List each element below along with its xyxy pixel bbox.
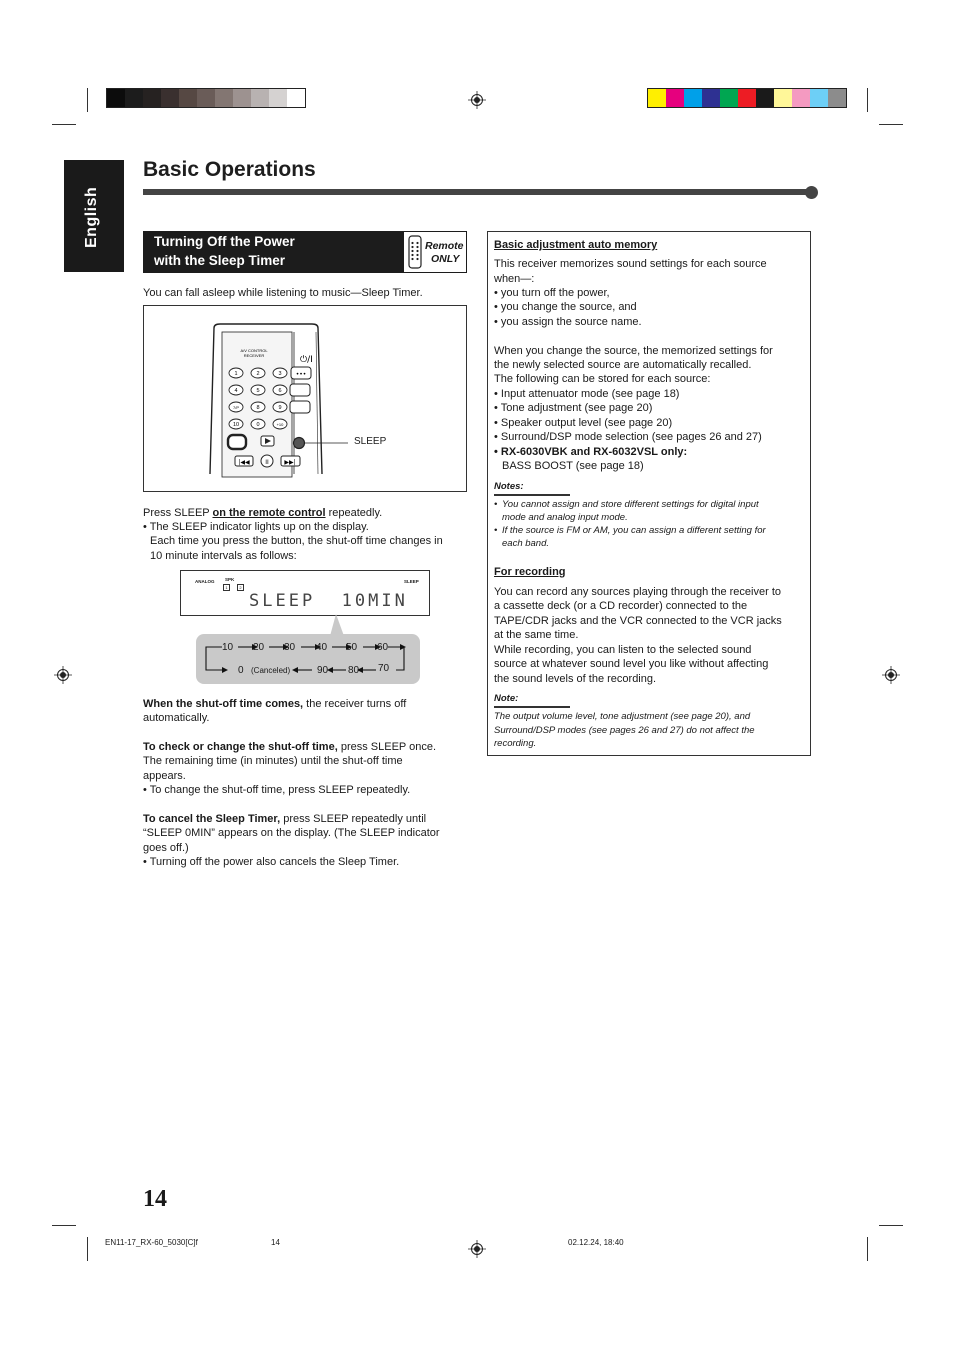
display-spk1-box: 1 — [223, 584, 230, 591]
color-swatch — [125, 89, 143, 107]
memory-line: When you change the source, the memorized settings for — [494, 345, 773, 357]
cycle-step-30: 30 — [284, 642, 296, 653]
color-swatch — [738, 89, 756, 107]
language-label: English — [83, 186, 100, 248]
color-swatch — [666, 89, 684, 107]
notes-heading: Notes: — [494, 481, 524, 492]
remote-key-label: 6 — [278, 388, 282, 394]
remote-key-label: 9 — [278, 405, 282, 411]
remote-control-emphasis: on the remote control — [212, 507, 326, 519]
color-swatch — [107, 89, 125, 107]
remote-key-label: 2 — [256, 371, 260, 377]
note-heading: Note: — [494, 693, 519, 704]
sleep-interval-cycle — [196, 634, 420, 684]
display-spk-indicator: SPK — [225, 577, 235, 582]
remote-only-badge — [403, 231, 467, 273]
color-swatch — [197, 89, 215, 107]
remote-key-label: 4 — [234, 388, 238, 394]
recording-heading: For recording — [494, 566, 566, 578]
color-swatch — [287, 89, 305, 107]
memory-line: • Input attenuator mode (see page 18) — [494, 388, 680, 400]
check-paragraph: To check or change the shut-off time, press SLEEP once. — [143, 741, 437, 753]
svg-text:•••: ••• — [295, 371, 307, 378]
cancel-bullet: • Turning off the power also cancels the Sleep Timer. — [143, 856, 400, 868]
cycle-step-40: 40 — [316, 642, 328, 653]
badge-line2: ONLY — [431, 253, 460, 265]
bullet-indicator: • The SLEEP indicator lights up on the display. — [143, 521, 369, 533]
shutoff-line2: automatically. — [143, 712, 210, 724]
bass-boost-line: BASS BOOST (see page 18) — [502, 460, 644, 472]
remote-key-label: 1 — [234, 371, 238, 377]
memory-heading: Basic adjustment auto memory — [494, 239, 658, 251]
crop-mark — [867, 1237, 868, 1261]
note-bullet: • — [494, 499, 498, 510]
page-number: 14 — [143, 1186, 167, 1212]
memory-line: • you assign the source name. — [494, 316, 642, 328]
cycle-step-70: 70 — [378, 663, 390, 674]
color-swatch — [702, 89, 720, 107]
cmyk-color-bar — [647, 88, 847, 108]
recording-line: source at whatever sound level you like without affecting — [494, 658, 769, 670]
remote-key-label: 0 — [256, 422, 260, 428]
svg-text:II: II — [265, 459, 269, 466]
cycle-step-80: 80 — [348, 665, 360, 676]
badge-line1: Remote — [425, 240, 464, 252]
power-icon: ⏻/I — [300, 355, 313, 365]
shutoff-paragraph: When the shut-off time comes, the receiver turns off — [143, 698, 407, 710]
crop-mark — [52, 1225, 76, 1226]
language-tab — [64, 160, 124, 272]
check-line3: appears. — [143, 770, 186, 782]
remote-key-label: 8 — [256, 405, 260, 411]
section-heading-line2: with the Sleep Timer — [154, 253, 286, 268]
cycle-step-0: 0 — [238, 665, 244, 676]
color-swatch — [648, 89, 666, 107]
color-swatch — [251, 89, 269, 107]
title-rule — [143, 189, 811, 195]
color-swatch — [161, 89, 179, 107]
receiver-display — [180, 570, 430, 616]
display-analog-indicator: ANALOG — [195, 579, 215, 584]
crop-mark — [867, 88, 868, 112]
cycle-canceled-label: (Canceled) — [251, 666, 291, 675]
note-line: each band. — [502, 538, 550, 549]
page-title: Basic Operations — [143, 158, 316, 181]
memory-line: This receiver memorizes sound settings for each source — [494, 258, 767, 270]
remote-illustration — [143, 305, 467, 492]
color-swatch — [792, 89, 810, 107]
recording-line: While recording, you can listen to the selected sound — [494, 644, 752, 656]
footer-page: 14 — [271, 1238, 280, 1247]
cancel-line2: “SLEEP 0MIN” appears on the display. (The SLEEP indicator — [143, 827, 440, 839]
color-swatch — [179, 89, 197, 107]
each-time-line2: 10 minute intervals as follows: — [150, 550, 297, 562]
memory-line: • Tone adjustment (see page 20) — [494, 402, 653, 414]
remote-header-label: A/V CONTROL — [240, 348, 268, 353]
info-box — [487, 231, 811, 756]
models-note: • RX-6030VBK and RX-6032VSL only: — [494, 446, 688, 458]
memory-line: The following can be stored for each source: — [494, 373, 711, 385]
display-pointer — [330, 614, 346, 636]
footer-filename: EN11-17_RX-60_5030[C]f — [105, 1238, 198, 1247]
remote-key-label: 3 — [278, 371, 282, 377]
color-swatch — [269, 89, 287, 107]
cycle-step-50: 50 — [346, 642, 358, 653]
cycle-step-10: 10 — [222, 642, 234, 653]
crop-mark — [879, 1225, 903, 1226]
svg-text:▶▶|: ▶▶| — [284, 459, 296, 466]
check-bullet: • To change the shut-off time, press SLEEP repeatedly. — [143, 784, 411, 796]
crop-mark — [879, 124, 903, 125]
notes-rule — [494, 494, 570, 496]
remote-control-drawing — [144, 306, 466, 491]
cancel-line3: goes off.) — [143, 842, 189, 854]
press-sleep-instruction: Press SLEEP on the remote control repeatedly. — [143, 507, 383, 519]
cycle-step-60: 60 — [377, 642, 389, 653]
color-swatch — [233, 89, 251, 107]
recording-line: You can record any sources playing through the receiver to — [494, 586, 781, 598]
footer-timestamp: 02.12.24, 18:40 — [568, 1238, 624, 1247]
recording-line: TAPE/CDR jacks and the VCR connected to the VCR jacks — [494, 615, 782, 627]
each-time-line1: Each time you press the button, the shut-off time changes in — [150, 535, 443, 547]
remote-key-label: 5 — [256, 388, 260, 394]
crop-mark — [52, 124, 76, 125]
color-swatch — [774, 89, 792, 107]
title-rule-dot — [805, 186, 818, 199]
remote-key-label: 10 — [232, 422, 240, 428]
cycle-step-20: 20 — [253, 642, 265, 653]
remote-key-label: 7/P — [232, 405, 240, 410]
check-line2: The remaining time (in minutes) until the shut-off time — [143, 755, 403, 767]
sleep-callout-label: SLEEP — [354, 436, 387, 447]
color-swatch — [143, 89, 161, 107]
memory-line: • Speaker output level (see page 20) — [494, 417, 673, 429]
section-heading-line1: Turning Off the Power — [154, 234, 295, 249]
color-swatch — [684, 89, 702, 107]
grayscale-color-bar — [106, 88, 306, 108]
registration-mark-icon — [468, 1240, 486, 1258]
note-line: You cannot assign and store different settings for digital input — [502, 499, 759, 510]
note-line: mode and analog input mode. — [502, 512, 628, 523]
crop-mark — [87, 88, 88, 112]
registration-mark-icon — [54, 666, 72, 684]
remote-key-label: +10 — [276, 422, 284, 427]
note-bullet: • — [494, 525, 498, 536]
crop-mark — [87, 1237, 88, 1261]
color-swatch — [828, 89, 846, 107]
memory-line: • you change the source, and — [494, 301, 637, 313]
note-line: The output volume level, tone adjustment (see page 20), and — [494, 711, 751, 722]
intro-text: You can fall asleep while listening to music—Sleep Timer. — [143, 287, 423, 299]
note-line: recording. — [494, 738, 537, 749]
recording-line: the sound levels of the recording. — [494, 673, 657, 685]
recording-line: a cassette deck (or a CD recorder) connected to the — [494, 600, 748, 612]
display-sleep-indicator: SLEEP — [404, 579, 419, 584]
recording-line: at the same time. — [494, 629, 579, 641]
svg-text:RECEIVER: RECEIVER — [243, 353, 265, 358]
memory-line: • Surround/DSP mode selection (see pages 26 and 27) — [494, 431, 762, 443]
memory-line: when—: — [494, 273, 535, 285]
note-rule — [494, 706, 570, 708]
note-line: If the source is FM or AM, you can assign a different setting for — [502, 525, 766, 536]
color-swatch — [215, 89, 233, 107]
display-spk2-box: 2 — [237, 584, 244, 591]
color-swatch — [720, 89, 738, 107]
cycle-step-90: 90 — [317, 665, 329, 676]
cancel-paragraph: To cancel the Sleep Timer, press SLEEP repeatedly until — [143, 813, 427, 825]
remote-control-icon — [408, 235, 422, 269]
color-swatch — [756, 89, 774, 107]
display-main-readout: SLEEP 10MIN — [249, 591, 408, 611]
registration-mark-icon — [882, 666, 900, 684]
color-swatch — [810, 89, 828, 107]
sleep-button — [294, 438, 305, 449]
memory-line: • you turn off the power, — [494, 287, 610, 299]
registration-mark-icon — [468, 91, 486, 109]
svg-text:|◀◀: |◀◀ — [238, 459, 250, 466]
section-heading — [143, 231, 403, 273]
note-line: Surround/DSP modes (see pages 26 and 27) do not affect the — [494, 725, 755, 736]
memory-line: the newly selected source are automatically recalled. — [494, 359, 752, 371]
